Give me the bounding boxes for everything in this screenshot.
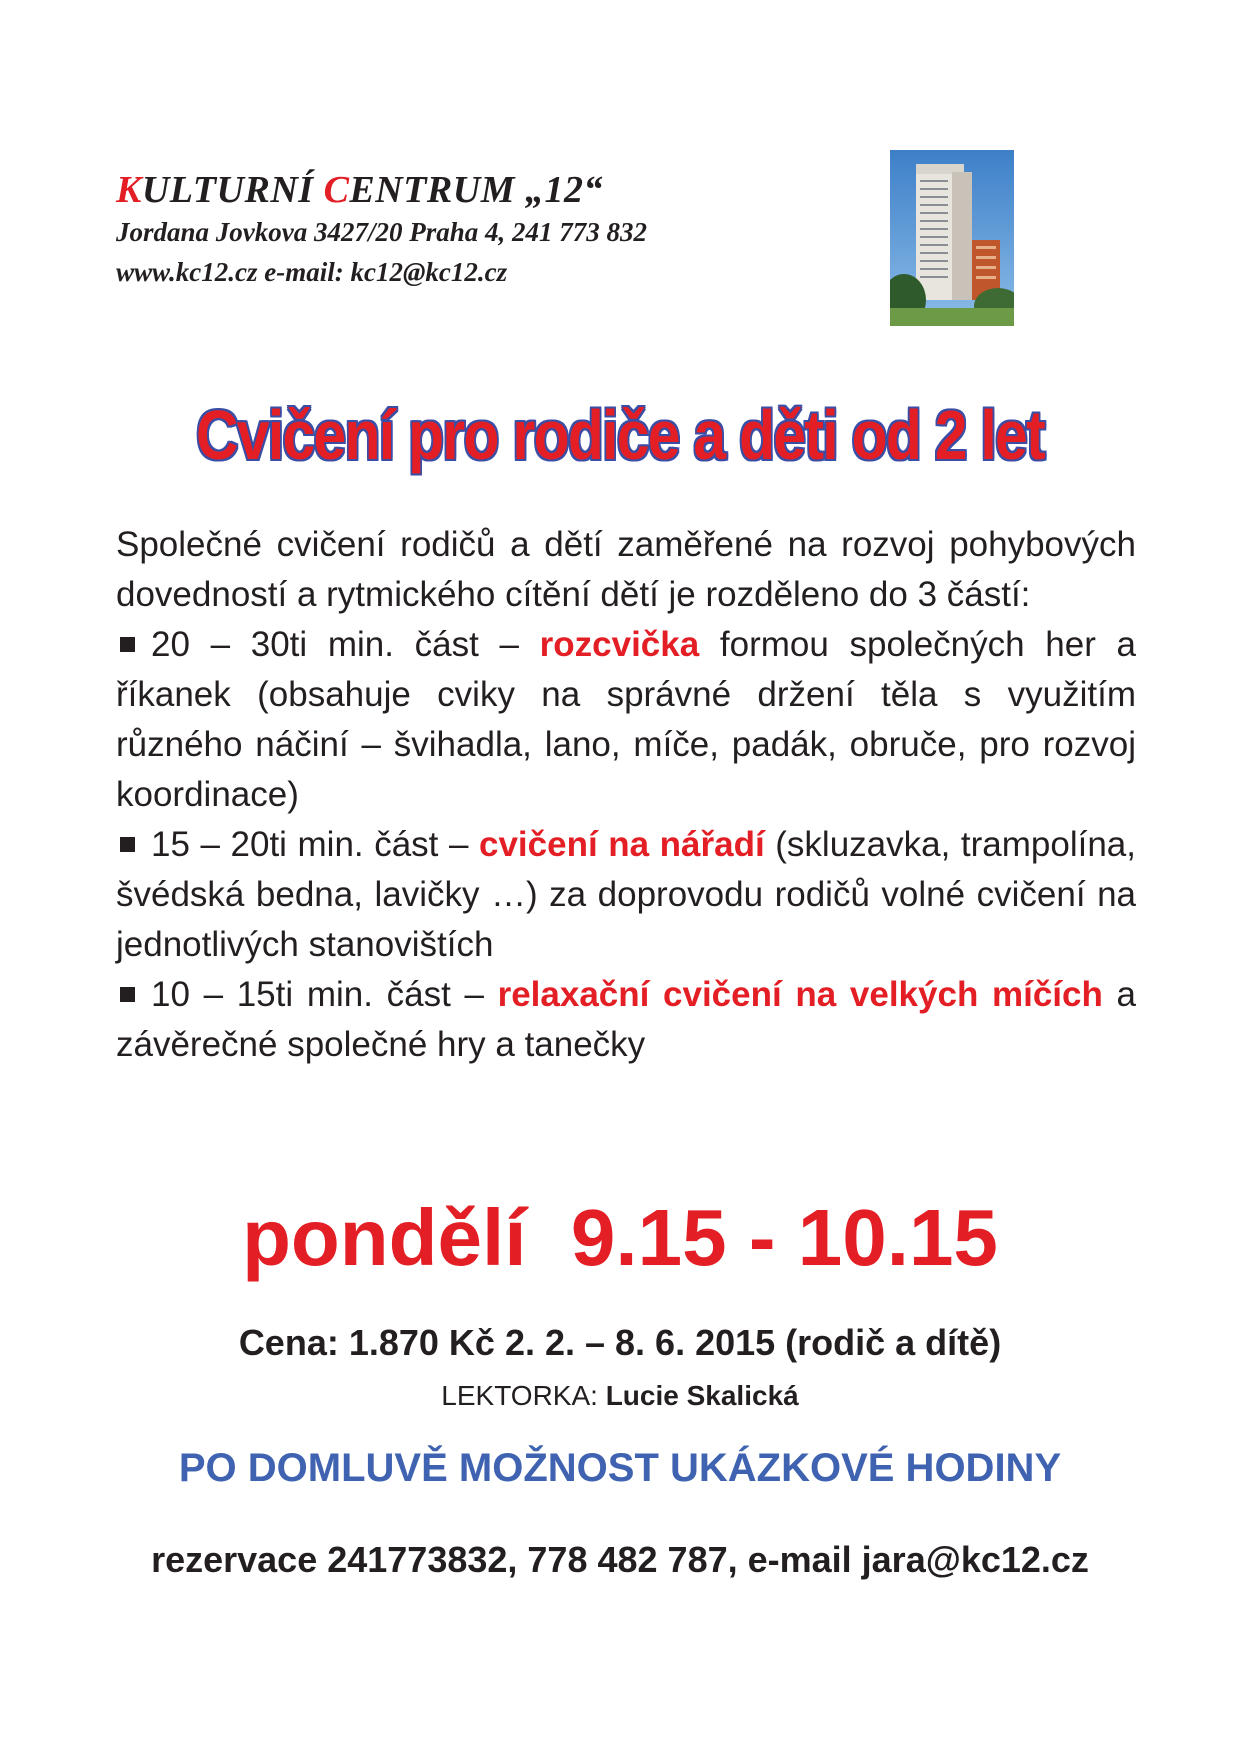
bullet-square-icon — [120, 987, 135, 1002]
lector-info — [0, 1376, 1240, 1416]
org-name — [116, 168, 836, 212]
bullet-square-icon — [120, 837, 135, 852]
section-3 — [116, 970, 1136, 1070]
section-1-highlight: rozcvička — [539, 625, 700, 664]
section-2-highlight: cvičení na nářadí — [479, 825, 765, 864]
demo-lesson-note: PO DOMLUVĚ MOŽNOST UKÁZKOVÉ HODINY — [178, 1446, 1062, 1490]
bullet-square-icon — [120, 637, 135, 652]
section-1-text: formou společných her a říkanek (obsahuje cviky na správné držení těla s využitím různého náčiní – švihadla, lano, míče, padák, obruče, pro rozvoj koordinace) — [116, 625, 1136, 814]
section-3-text: a závěrečné společné hry a tanečky — [116, 975, 1137, 1064]
event-title: Cvičení pro rodiče a děti od 2 let — [196, 396, 1044, 474]
section-1-prefix: 20 – 30ti min. část – — [151, 625, 540, 664]
price-info: Cena: 1.870 Kč 2. 2. – 8. 6. 2015 (rodič a dítě) — [238, 1322, 1002, 1363]
section-1 — [116, 620, 1136, 820]
section-2 — [116, 820, 1136, 970]
org-web-email: www.kc12.cz e-mail: kc12@kc12.cz — [116, 257, 508, 287]
lector-name: Lucie Skalická — [605, 1380, 799, 1411]
section-3-highlight: relaxační cvičení na velkých míčích — [497, 975, 1103, 1014]
event-description — [116, 520, 1136, 1070]
intro-paragraph: Společné cvičení rodičů a dětí zaměřené na rozvoj pohybových dovedností a rytmického cítění dětí je rozděleno do 3 částí: — [116, 525, 1136, 614]
org-name-part2: ENTRUM „12“ — [349, 169, 603, 211]
tower-building-photo — [890, 150, 1014, 326]
tower-building-icon — [890, 150, 1014, 326]
reservation-contact: rezervace 241773832, 778 482 787, e-mail jara@kc12.cz — [151, 1539, 1089, 1580]
org-address: Jordana Jovkova 3427/20 Praha 4, 241 773 832 — [116, 217, 648, 247]
org-initial-c: C — [323, 169, 350, 211]
org-header — [116, 168, 836, 292]
section-3-prefix: 10 – 15ti min. část – — [151, 975, 498, 1014]
schedule-time: pondělí 9.15 - 10.15 — [242, 1193, 998, 1282]
section-2-text: (skluzavka, trampolína, švédská bedna, lavičky …) za doprovodu rodičů volné cvičení na jednotlivých stanovištích — [116, 825, 1136, 964]
lector-label: LEKTORKA: — [441, 1380, 606, 1411]
org-initial-k: K — [116, 169, 142, 211]
section-2-prefix: 15 – 20ti min. část – — [151, 825, 479, 864]
org-name-part1: ULTURNÍ — [141, 169, 324, 211]
